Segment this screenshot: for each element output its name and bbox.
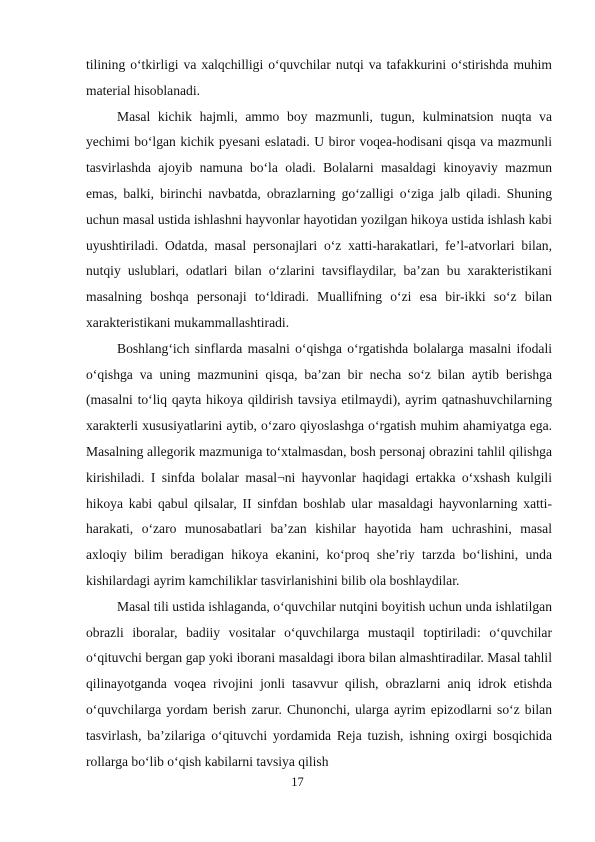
- paragraph-1: tilining o‘tkirligi va xalqchilligi o‘quvchilar nutqi va tafakkurini o‘stirishda muhim material hisoblanadi.: [86, 57, 552, 98]
- page-number: 17: [291, 775, 304, 789]
- paragraph-4: Masal tili ustida ishlaganda, o‘quvchilar nutqini boyitish uchun unda ishlatilgan obrazli iboralar, badiiy vositalar o‘quvchilarga mustaqil toptiriladi: o‘quvchilar o‘qituvchi bergan gap yoki iborani masaldagi ibora bilan almashtiradilar. Masal tahlil qilinayotganda voqea rivojini jonli tasavvur qilish, obrazlarni aniq idrok etishda o‘quvchilarga yordam berish zarur. Chunonchi, ularga ayrim epizodlarni so‘z bilan tasvirlash, ba’zilariga o‘qituvchi yordamida Reja tuzish, ishning oxirgi bosqichida rollarga bo‘lib o‘qish kabilarni tavsiya qilish: [86, 598, 552, 769]
- paragraph-2: Masal kichik hajmli, ammo boy mazmunli, tugun, kulminatsion nuqta va yechimi bo‘lgan kichik pyesani eslatadi. U biror voqea-hodisani qisqa va mazmunli tasvirlashda ajoyib namuna bo‘la oladi. Bolalarni masaldagi kinoyaviy mazmun emas, balki, birinchi navbatda, obrazlarning go‘zalligi o‘ziga jalb qiladi. Shuning uchun masal ustida ishlashni hayvonlar hayotidan yozilgan hikoya ustida ishlash kabi uyushtiriladi. Odatda, masal personajlari o‘z xatti-harakatlari, fe’l-atvorlari bilan, nutqiy uslublari, odatlari bilan o‘zlarini tavsiflaydilar, ba’zan bu xarakteristikani masalning boshqa personaji to‘ldiradi. Muallifning o‘zi esa bir-ikki so‘z bilan xarakteristikani mukammallashtiradi.: [86, 108, 552, 330]
- paragraph-3: Boshlang‘ich sinflarda masalni o‘qishga o‘rgatishda bolalarga masalni ifodali o‘qishga va uning mazmunini qisqa, ba’zan bir necha so‘z bilan aytib berishga (masalni to‘liq qayta hikoya qildirish tavsiya etilmaydi), ayrim qatnashuvchilarning xarakterli xususiyatlarini aytib, o‘zaro qiyoslashga o‘rgatish muhim ahamiyatga ega. Masalning allegorik mazmuniga to‘xtalmasdan, bosh personaj obrazini tahlil qilishga kirishiladi. I sinfda bolalar masal¬ni hayvonlar haqidagi ertakka o‘xshash kulgili hikoya kabi qabul qilsalar, II sinfdan boshlab ular masaldagi hayvonlarning xatti-harakati, o‘zaro munosabatlari ba’zan kishilar hayotida ham uchrashini, masal axloqiy bilim beradigan hikoya ekanini, ko‘proq she’riy tarzda bo‘lishini, unda kishilardagi ayrim kamchiliklar tasvirlanishini bilib ola boshlaydilar.: [86, 340, 552, 588]
- page-body: [86, 52, 552, 774]
